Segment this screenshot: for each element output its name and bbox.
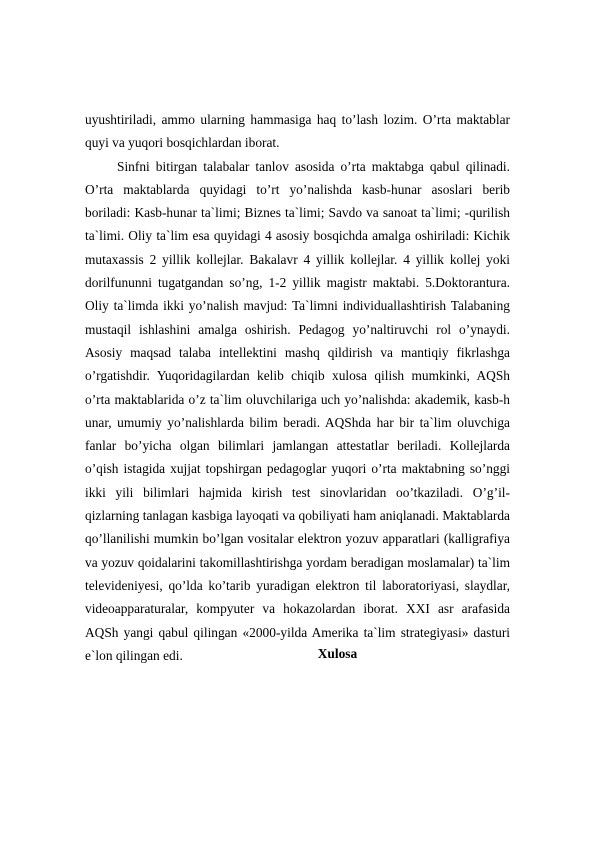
body-text — [85, 108, 510, 667]
section-heading: Xulosa — [317, 646, 358, 661]
paragraph-continuation: uyushtiriladi, ammo ularning hammasiga haq to’lash lozim. O’rta maktablar quyi va yuqori bosqichlardan iborat. — [85, 112, 510, 151]
paragraph-main: Sinfni bitirgan talabalar tanlov asosida o’rta maktabga qabul qilinadi. O’rta maktablarda quyidagi to’rt yo’nalishda kasb-hunar asoslari berib boriladi: Kasb-hunar ta`limi; Biznes ta`limi; Savdo va sanoat ta`limi; -qurilish ta`limi. Oliy ta`lim esa quyidagi 4 asosiy bosqichda amalga oshiriladi: Kichik mutaxassis 2 yillik kollejlar. Bakalavr 4 yillik kollejlar. 4 yillik kollej yoki dorilfununni tugatgandan so’ng, 1-2 yillik magistr maktabi. 5.Doktorantura. Oliy ta`limda ikki yo’nalish mavjud: Ta`limni individuallashtirish Talabaning mustaqil ishlashini amalga oshirish. Pedagog yo’naltiruvchi rol o’ynaydi. Asosiy maqsad talaba intellektini mashq qildirish va mantiqiy fikrlashga o’rgatishdir. Yuqoridagilardan kelib chiqib xulosa qilish mumkinki, AQSh o’rta maktablarida o’z ta`lim oluvchilariga uch yo’nalishda: akademik, kasb-h unar, umumiy yo’nalishlarda bilim beradi. AQShda har bir ta`lim oluvchiga fanlar bo’yicha olgan bilimlari jamlangan attestatlar beriladi. Kollejlarda o’qish istagida xujjat topshirgan pedagoglar yuqori o’rta maktabning so’nggi ikki yili bilimlari hajmida kirish test sinovlaridan oo’tkaziladi. O’g’il-qizlarning tanlagan kasbiga layoqati va qobiliyati ham aniqlanadi. Maktablarda qo’llanilishi mumkin bo’lgan vositalar elektron yozuv apparatlari (kalligrafiya va yozuv qoidalarini takomillashtirishga yordam beradigan moslamalar) ta`lim televideniyesi, qo’lda ko’tarib yuradigan elektron til laboratoriyasi, slaydlar, videoapparaturalar, kompyuter va hokazolardan iborat. XXI asr arafasida AQSh yangi qabul qilingan «2000-yilda Amerika ta`lim strategiyasi» dasturi e`lon qilingan edi. — [85, 158, 510, 663]
